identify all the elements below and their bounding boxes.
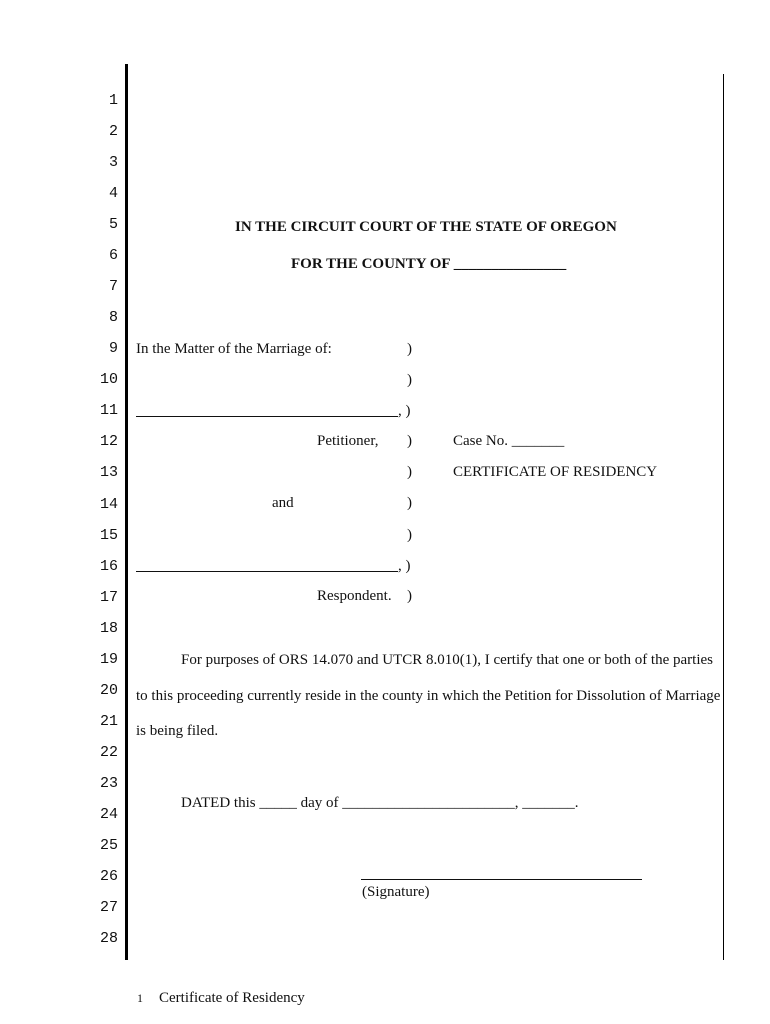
line-number: 22 (99, 744, 118, 761)
caption-paren: ) (407, 464, 412, 480)
caption-paren: ) (407, 341, 412, 357)
caption-paren: ) (407, 433, 412, 449)
line-number: 6 (108, 247, 118, 264)
line-number: 9 (108, 340, 118, 357)
caption-paren: ) (407, 527, 412, 543)
petitioner-label: Petitioner, (317, 433, 379, 449)
line-number: 13 (99, 464, 118, 481)
respondent-name-line (136, 571, 398, 572)
line-number: 16 (99, 558, 118, 575)
line-number: 7 (108, 278, 118, 295)
body-line-2: to this proceeding currently reside in the county in which the Petition for Dissolution of Marriage (136, 688, 721, 704)
matter-label: In the Matter of the Marriage of: (136, 341, 332, 357)
left-margin-rule (125, 64, 128, 960)
footer-title: Certificate of Residency (159, 990, 305, 1006)
petitioner-name-line (136, 416, 398, 417)
line-number: 18 (99, 620, 118, 637)
line-number: 21 (99, 713, 118, 730)
line-number: 14 (99, 496, 118, 513)
line-number: 12 (99, 433, 118, 450)
right-margin-rule (723, 74, 724, 960)
respondent-label: Respondent. (317, 588, 392, 604)
court-title: IN THE CIRCUIT COURT OF THE STATE OF OREGON (235, 219, 617, 235)
line-number: 4 (108, 185, 118, 202)
line-number: 24 (99, 806, 118, 823)
caption-paren: ) (407, 588, 412, 604)
line-number: 3 (108, 154, 118, 171)
county-line: FOR THE COUNTY OF _______________ (291, 256, 567, 272)
line-number: 8 (108, 309, 118, 326)
line-number: 17 (99, 589, 118, 606)
line-number: 10 (99, 371, 118, 388)
line-number: 26 (99, 868, 118, 885)
line-number: 28 (99, 930, 118, 947)
signature-line (361, 879, 642, 880)
caption-comma-paren: , ) (398, 558, 411, 574)
dated-line: DATED this _____ day of _______________________, _______. (181, 795, 579, 811)
line-number: 20 (99, 682, 118, 699)
caption-paren: ) (407, 372, 412, 388)
case-number: Case No. _______ (453, 433, 565, 449)
and-label: and (272, 495, 294, 511)
line-number: 11 (99, 402, 118, 419)
body-line-1: For purposes of ORS 14.070 and UTCR 8.010(1), I certify that one or both of the parties (181, 652, 713, 668)
line-number: 19 (99, 651, 118, 668)
footer-page-number: 1 (137, 991, 143, 1005)
body-line-3: is being filed. (136, 723, 219, 739)
line-number: 23 (99, 775, 118, 792)
caption-comma-paren: , ) (398, 403, 411, 419)
line-number: 15 (99, 527, 118, 544)
line-number: 5 (108, 216, 118, 233)
signature-label: (Signature) (362, 884, 430, 900)
line-number: 1 (108, 92, 118, 109)
line-number: 27 (99, 899, 118, 916)
line-number: 2 (108, 123, 118, 140)
caption-paren: ) (407, 495, 412, 511)
document-title: CERTIFICATE OF RESIDENCY (453, 464, 658, 480)
line-number: 25 (99, 837, 118, 854)
